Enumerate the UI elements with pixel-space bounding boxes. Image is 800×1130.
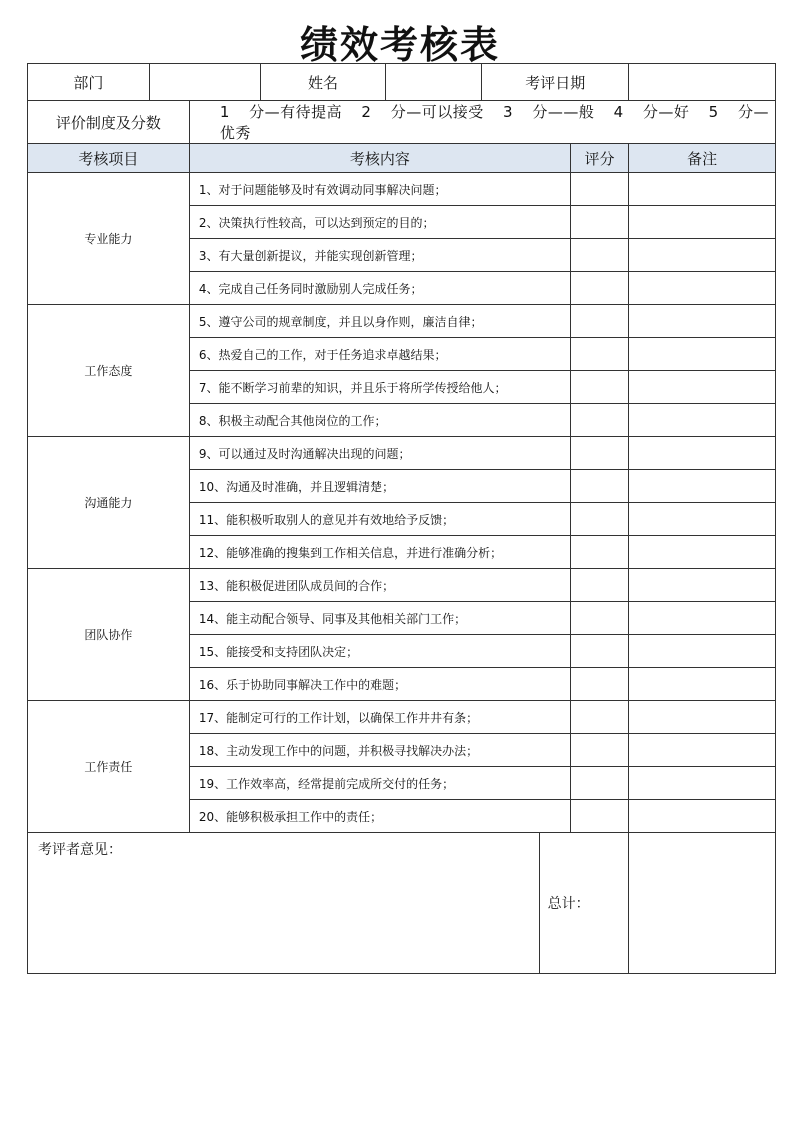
name-field[interactable] — [385, 64, 482, 101]
score-cell[interactable] — [570, 668, 628, 701]
column-header-score: 评分 — [570, 144, 628, 173]
note-cell[interactable] — [629, 602, 776, 635]
table-row — [28, 305, 776, 338]
note-cell[interactable] — [629, 569, 776, 602]
criterion-text: 5、遵守公司的规章制度，并且以身作则，廉洁自律； — [189, 305, 570, 338]
criterion-text: 12、能够准确的搜集到工作相关信息，并进行准确分析； — [189, 536, 570, 569]
score-cell[interactable] — [570, 602, 628, 635]
category-label: 沟通能力 — [28, 437, 190, 569]
criterion-text: 16、乐于协助同事解决工作中的难题； — [189, 668, 570, 701]
note-cell[interactable] — [629, 635, 776, 668]
criterion-text: 14、能主动配合领导、同事及其他相关部门工作； — [189, 602, 570, 635]
category-label: 专业能力 — [28, 173, 190, 305]
note-cell[interactable] — [629, 338, 776, 371]
criterion-text: 6、热爱自己的工作，对于任务追求卓越结果； — [189, 338, 570, 371]
total-value[interactable] — [629, 833, 776, 974]
scale-row — [28, 101, 776, 144]
score-cell[interactable] — [570, 272, 628, 305]
criterion-text: 18、主动发现工作中的问题，并积极寻找解决办法； — [189, 734, 570, 767]
column-header-note: 备注 — [629, 144, 776, 173]
score-cell[interactable] — [570, 767, 628, 800]
note-cell[interactable] — [629, 272, 776, 305]
reviewer-opinion[interactable]: 考评者意见： — [28, 833, 540, 974]
score-cell[interactable] — [570, 371, 628, 404]
table-row — [28, 569, 776, 602]
note-cell[interactable] — [629, 701, 776, 734]
note-cell[interactable] — [629, 206, 776, 239]
criterion-text: 8、积极主动配合其他岗位的工作； — [189, 404, 570, 437]
note-cell[interactable] — [629, 668, 776, 701]
score-cell[interactable] — [570, 701, 628, 734]
note-cell[interactable] — [629, 503, 776, 536]
footer-row — [28, 833, 776, 974]
page-title: 绩效考核表 — [299, 23, 500, 67]
criterion-text: 9、可以通过及时沟通解决出现的问题； — [189, 437, 570, 470]
criterion-text: 1、对于问题能够及时有效调动同事解决问题； — [189, 173, 570, 206]
dept-field[interactable] — [149, 64, 261, 101]
note-cell[interactable] — [629, 371, 776, 404]
score-cell[interactable] — [570, 569, 628, 602]
score-cell[interactable] — [570, 173, 628, 206]
scale-label: 评价制度及分数 — [28, 101, 190, 144]
date-label: 考评日期 — [482, 64, 629, 101]
score-cell[interactable] — [570, 305, 628, 338]
score-cell[interactable] — [570, 503, 628, 536]
score-cell[interactable] — [570, 734, 628, 767]
category-label: 团队协作 — [28, 569, 190, 701]
criterion-text: 11、能积极听取别人的意见并有效地给予反馈； — [189, 503, 570, 536]
criterion-text: 7、能不断学习前辈的知识，并且乐于将所学传授给他人； — [189, 371, 570, 404]
info-row — [28, 64, 776, 101]
table-row — [28, 437, 776, 470]
note-cell[interactable] — [629, 437, 776, 470]
column-header-row — [28, 144, 776, 173]
note-cell[interactable] — [629, 767, 776, 800]
column-header-content: 考核内容 — [189, 144, 570, 173]
score-cell[interactable] — [570, 239, 628, 272]
score-cell[interactable] — [570, 536, 628, 569]
note-cell[interactable] — [629, 239, 776, 272]
column-header-item: 考核项目 — [28, 144, 190, 173]
criterion-text: 13、能积极促进团队成员间的合作； — [189, 569, 570, 602]
score-cell[interactable] — [570, 437, 628, 470]
note-cell[interactable] — [629, 470, 776, 503]
criterion-text: 2、决策执行性较高，可以达到预定的目的； — [189, 206, 570, 239]
score-cell[interactable] — [570, 470, 628, 503]
criterion-text: 10、沟通及时准确，并且逻辑清楚； — [189, 470, 570, 503]
appraisal-table — [27, 63, 776, 974]
name-label: 姓名 — [261, 64, 386, 101]
dept-label: 部门 — [28, 64, 150, 101]
note-cell[interactable] — [629, 536, 776, 569]
note-cell[interactable] — [629, 404, 776, 437]
category-label: 工作态度 — [28, 305, 190, 437]
note-cell[interactable] — [629, 173, 776, 206]
category-label: 工作责任 — [28, 701, 190, 833]
table-row — [28, 701, 776, 734]
criterion-text: 19、工作效率高，经常提前完成所交付的任务； — [189, 767, 570, 800]
criterion-text: 3、有大量创新提议，并能实现创新管理； — [189, 239, 570, 272]
score-cell[interactable] — [570, 800, 628, 833]
score-cell[interactable] — [570, 404, 628, 437]
note-cell[interactable] — [629, 305, 776, 338]
criterion-text: 4、完成自己任务同时激励别人完成任务； — [189, 272, 570, 305]
note-cell[interactable] — [629, 800, 776, 833]
criterion-text: 17、能制定可行的工作计划，以确保工作井井有条； — [189, 701, 570, 734]
table-row — [28, 173, 776, 206]
criterion-text: 20、能够积极承担工作中的责任； — [189, 800, 570, 833]
note-cell[interactable] — [629, 734, 776, 767]
total-label: 总计： — [539, 833, 628, 974]
score-cell[interactable] — [570, 635, 628, 668]
scale-description: 1 分—有待提高 2 分—可以接受 3 分——般 4 分—好 5 分—优秀 — [189, 101, 775, 144]
score-cell[interactable] — [570, 206, 628, 239]
date-field[interactable] — [629, 64, 776, 101]
score-cell[interactable] — [570, 338, 628, 371]
criterion-text: 15、能接受和支持团队决定； — [189, 635, 570, 668]
